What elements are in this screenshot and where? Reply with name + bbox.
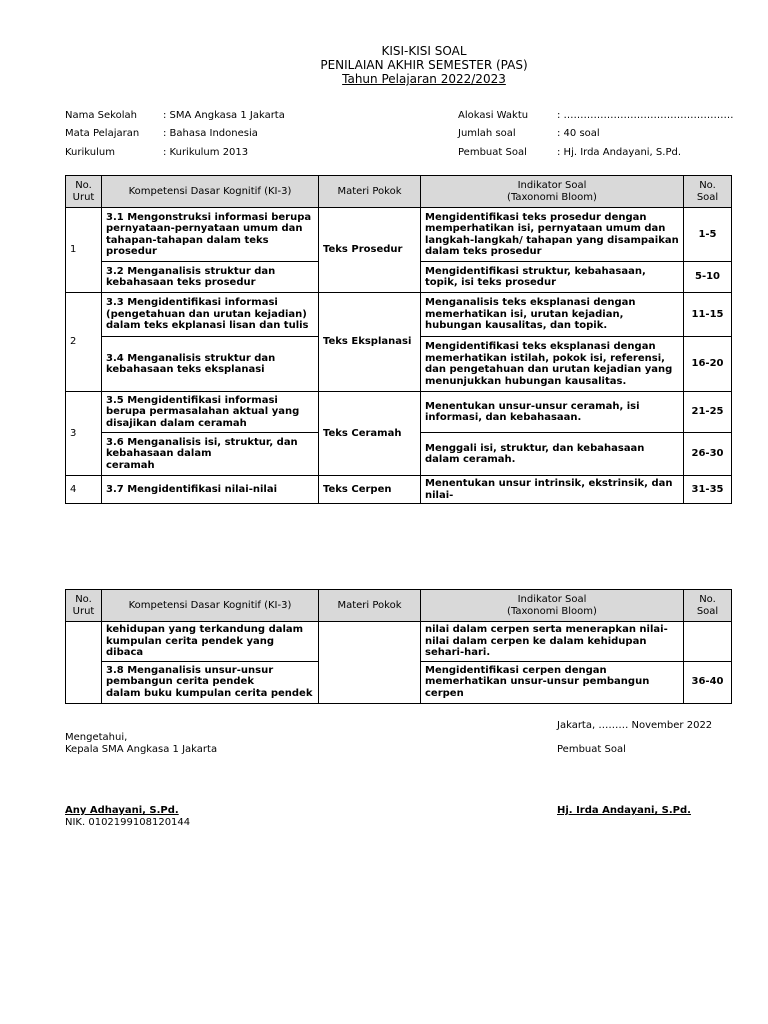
place-date: Jakarta, ……… November 2022 <box>557 720 713 731</box>
row-no: 3 <box>66 392 102 476</box>
header-no-urut: No. Urut <box>66 176 102 208</box>
row-no-soal: 16-20 <box>684 337 732 392</box>
kisi-table-main <box>65 175 732 504</box>
info-label-sekolah: Nama Sekolah <box>65 110 137 121</box>
info-label-kurikulum: Kurikulum <box>65 147 115 158</box>
row-no-soal: 31-35 <box>684 476 732 504</box>
row-no-soal <box>684 622 732 662</box>
info-label-jumlah: Jumlah soal <box>458 128 516 139</box>
info-value-mapel: : Bahasa Indonesia <box>163 128 258 139</box>
header-kd: Kompetensi Dasar Kognitif (KI-3) <box>102 176 319 208</box>
header-materi: Materi Pokok <box>319 590 421 622</box>
row-kd: 3.5 Mengidentifikasi informasi berupa permasalahan aktual yang disajikan dalam ceramah <box>102 392 319 433</box>
header-no-soal: No. Soal <box>684 176 732 208</box>
row-materi: Teks Eksplanasi <box>319 293 421 392</box>
row-kd: 3.3 Mengidentifikasi informasi (pengetahuan dan urutan kejadian) dalam teks ekplanasi lisan dan tulis <box>102 293 319 337</box>
row-kd: 3.2 Menganalisis struktur dan kebahasaan teks prosedur <box>102 262 319 293</box>
row-kd: 3.4 Menganalisis struktur dan kebahasaan teks eksplanasi <box>102 337 319 392</box>
table-header-row <box>66 590 732 622</box>
row-materi: Teks Prosedur <box>319 208 421 293</box>
pembuat-soal-label: Pembuat Soal <box>557 744 626 755</box>
doc-year: Tahun Pelajaran 2022/2023 <box>342 72 506 86</box>
row-kd: 3.8 Menganalisis unsur-unsur pembangun cerita pendek dalam buku kumpulan cerita pendek <box>102 661 319 703</box>
table-header-row <box>66 176 732 208</box>
header-materi: Materi Pokok <box>319 176 421 208</box>
row-materi <box>319 622 421 704</box>
row-kd: 3.1 Mengonstruksi informasi berupa pernyataan-pernyataan umum dan tahapan-tahapan dalam teks prosedur <box>102 208 319 262</box>
info-value-jumlah: : 40 soal <box>557 128 600 139</box>
row-indikator: Mengidentifikasi struktur, kebahasaan, topik, isi teks prosedur <box>421 262 684 293</box>
header-indikator: Indikator Soal (Taxonomi Bloom) <box>421 590 684 622</box>
row-no <box>66 622 102 704</box>
row-indikator: Mengidentifikasi cerpen dengan memerhatikan unsur-unsur pembangun cerpen <box>421 661 684 703</box>
info-label-pembuat: Pembuat Soal <box>458 147 527 158</box>
row-no-soal: 1-5 <box>684 208 732 262</box>
row-no-soal: 5-10 <box>684 262 732 293</box>
row-no-soal: 36-40 <box>684 661 732 703</box>
kepala-sekolah-nik: NIK. 0102199108120144 <box>65 817 191 828</box>
kepala-sekolah-label: Kepala SMA Angkasa 1 Jakarta <box>65 744 218 755</box>
header-no-urut: No. Urut <box>66 590 102 622</box>
header-no-soal: No. Soal <box>684 590 732 622</box>
row-kd: 3.7 Mengidentifikasi nilai-nilai <box>102 476 319 504</box>
table-row <box>66 622 732 662</box>
info-value-sekolah: : SMA Angkasa 1 Jakarta <box>163 110 285 121</box>
kisi-table-continued <box>65 589 732 704</box>
table-row <box>66 208 732 262</box>
row-kd: 3.6 Menganalisis isi, struktur, dan kebahasaan dalam ceramah <box>102 433 319 476</box>
row-indikator: Menentukan unsur intrinsik, ekstrinsik, dan nilai- <box>421 476 684 504</box>
row-no: 4 <box>66 476 102 504</box>
row-no-soal: 11-15 <box>684 293 732 337</box>
mengetahui-label: Mengetahui, <box>65 732 128 743</box>
doc-title: KISI-KISI SOAL <box>381 44 467 58</box>
info-value-kurikulum: : Kurikulum 2013 <box>163 147 249 158</box>
doc-subtitle: PENILAIAN AKHIR SEMESTER (PAS) <box>320 58 528 72</box>
info-value-pembuat: : Hj. Irda Andayani, S.Pd. <box>557 147 681 158</box>
row-no-soal: 21-25 <box>684 392 732 433</box>
row-kd: kehidupan yang terkandung dalam kumpulan cerita pendek yang dibaca <box>102 622 319 662</box>
row-materi: Teks Cerpen <box>319 476 421 504</box>
row-materi: Teks Ceramah <box>319 392 421 476</box>
row-indikator: nilai dalam cerpen serta menerapkan nilai-nilai dalam cerpen ke dalam kehidupan sehari-hari. <box>421 622 684 662</box>
table-row <box>66 476 732 504</box>
pembuat-soal-name: Hj. Irda Andayani, S.Pd. <box>557 805 691 816</box>
info-value-alokasi: : …………………………………………… <box>557 110 734 121</box>
row-indikator: Mengidentifikasi teks prosedur dengan memperhatikan isi, pernyataan umum dan langkah-langkah/ tahapan yang disampaikan dalam teks prosedur <box>421 208 684 262</box>
header-indikator: Indikator Soal (Taxonomi Bloom) <box>421 176 684 208</box>
table-row <box>66 293 732 337</box>
row-indikator: Mengidentifikasi teks eksplanasi dengan memerhatikan istilah, pokok isi, referensi, dan pengetahuan dan urutan kejadian yang menunjukkan hubungan kausalitas. <box>421 337 684 392</box>
row-indikator: Menggali isi, struktur, dan kebahasaan dalam ceramah. <box>421 433 684 476</box>
table-row <box>66 392 732 433</box>
row-no-soal: 26-30 <box>684 433 732 476</box>
row-no: 1 <box>66 208 102 293</box>
row-no: 2 <box>66 293 102 392</box>
info-label-mapel: Mata Pelajaran <box>65 128 140 139</box>
kepala-sekolah-name: Any Adhayani, S.Pd. <box>65 805 179 816</box>
row-indikator: Menganalisis teks eksplanasi dengan memerhatikan isi, urutan kejadian, hubungan kausalitas, dan topik. <box>421 293 684 337</box>
row-indikator: Menentukan unsur-unsur ceramah, isi informasi, dan kebahasaan. <box>421 392 684 433</box>
header-kd: Kompetensi Dasar Kognitif (KI-3) <box>102 590 319 622</box>
info-label-alokasi: Alokasi Waktu <box>458 110 529 121</box>
